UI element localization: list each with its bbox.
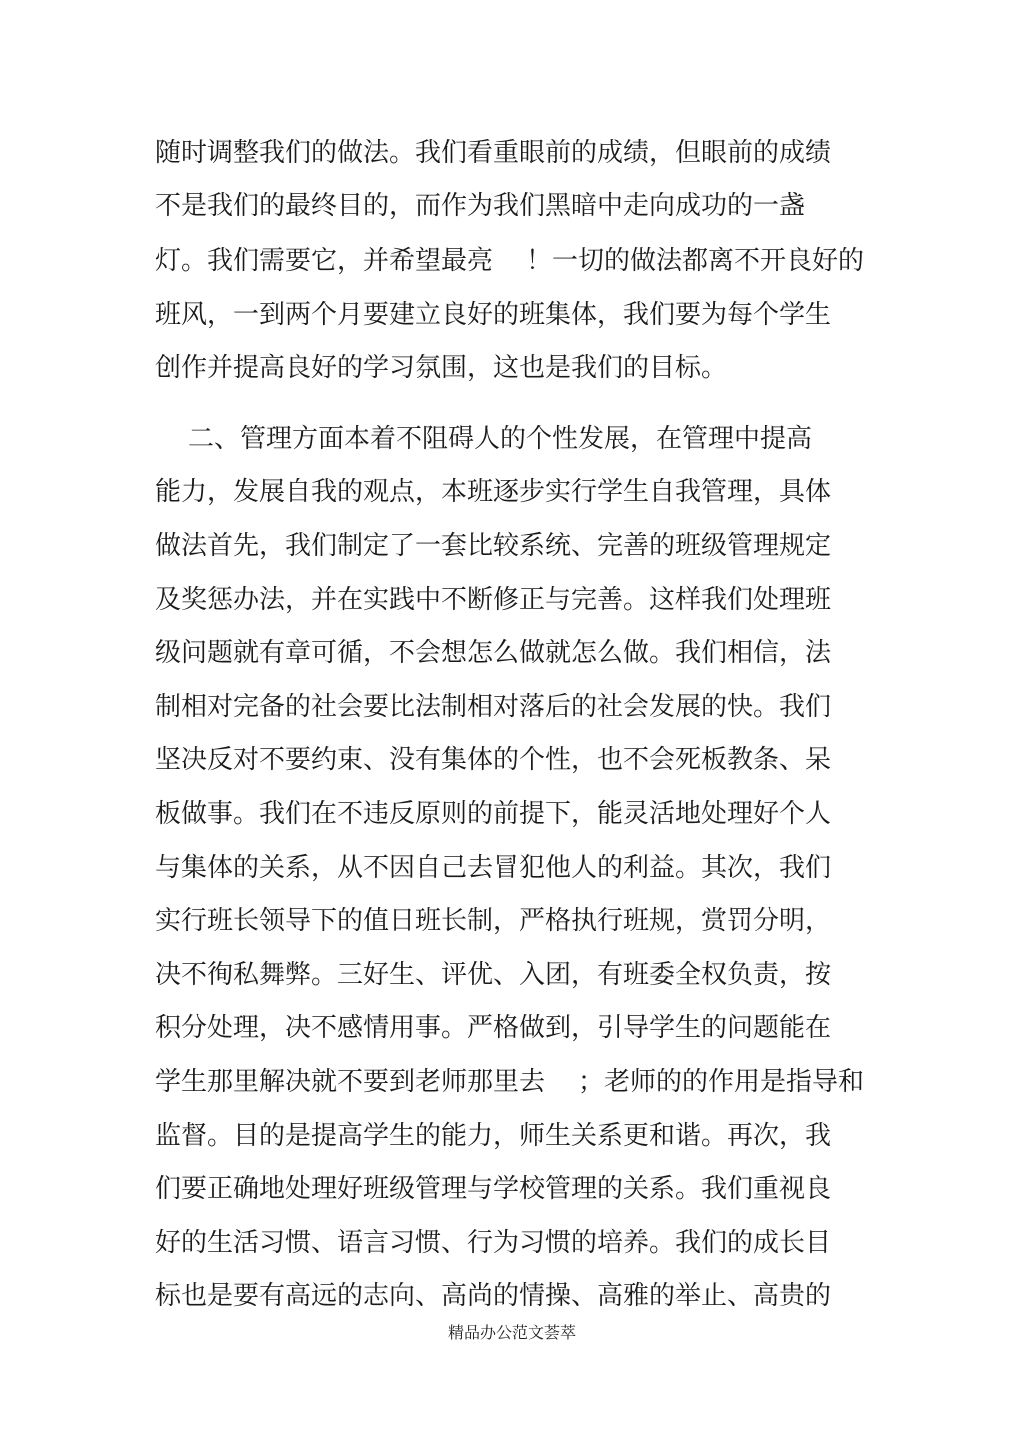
text-line-18: 学生那里解决就不要到老师那里去 ；老师的的作用是指导和 [155,1067,865,1097]
text-line-17: 积分处理，决不感情用事。严格做到，引导学生的问题能在 [155,1013,832,1043]
text-line-16: 决不徇私舞弊。三好生、评优、入团，有班委全权负责，按 [155,960,832,990]
text-line-11: 制相对完备的社会要比法制相对落后的社会发展的快。我们 [155,692,832,722]
text-line-20: 们要正确地处理好班级管理与学校管理的关系。我们重视良 [155,1174,832,1204]
text-line-13: 板做事。我们在不违反原则的前提下，能灵活地处理好个人 [155,799,832,829]
text-line-7: 能力，发展自我的观点，本班逐步实行学生自我管理，具体 [155,477,832,507]
text-line-10: 级问题就有章可循，不会想怎么做就怎么做。我们相信，法 [155,638,832,668]
text-line-9: 及奖惩办法，并在实践中不断修正与完善。这样我们处理班 [155,585,832,615]
page-footer: 精品办公范文荟萃 [447,1323,576,1342]
text-line-2: 不是我们的最终目的，而作为我们黑暗中走向成功的一盏 [155,191,806,221]
text-line-3: 灯。我们需要它，并希望最亮 ！一切的做法都离不开良好的 [155,246,865,276]
text-line-8: 做法首先，我们制定了一套比较系统、完善的班级管理规定 [155,531,832,561]
paragraph-2-line-1: 二、管理方面本着不阻碍人的个性发展，在管理中提高 [155,424,813,454]
text-line-5: 创作并提高良好的学习氛围，这也是我们的目标。 [155,353,728,383]
text-line-22: 标也是要有高远的志向、高尚的情操、高雅的举止、高贵的 [155,1281,832,1311]
text-line-12: 坚决反对不要约束、没有集体的个性，也不会死板教条、呆 [155,745,832,775]
text-line-4: 班风，一到两个月要建立良好的班集体，我们要为每个学生 [155,300,832,330]
text-line-15: 实行班长领导下的值日班长制，严格执行班规，赏罚分明， [155,906,832,936]
text-line-21: 好的生活习惯、语言习惯、行为习惯的培养。我们的成长目 [155,1228,832,1258]
text-line-14: 与集体的关系，从不因自己去冒犯他人的利益。其次，我们 [155,853,832,883]
text-line-1: 随时调整我们的做法。我们看重眼前的成绩，但眼前的成绩 [155,138,832,168]
text-line-19: 监督。目的是提高学生的能力，师生关系更和谐。再次，我 [155,1121,832,1151]
